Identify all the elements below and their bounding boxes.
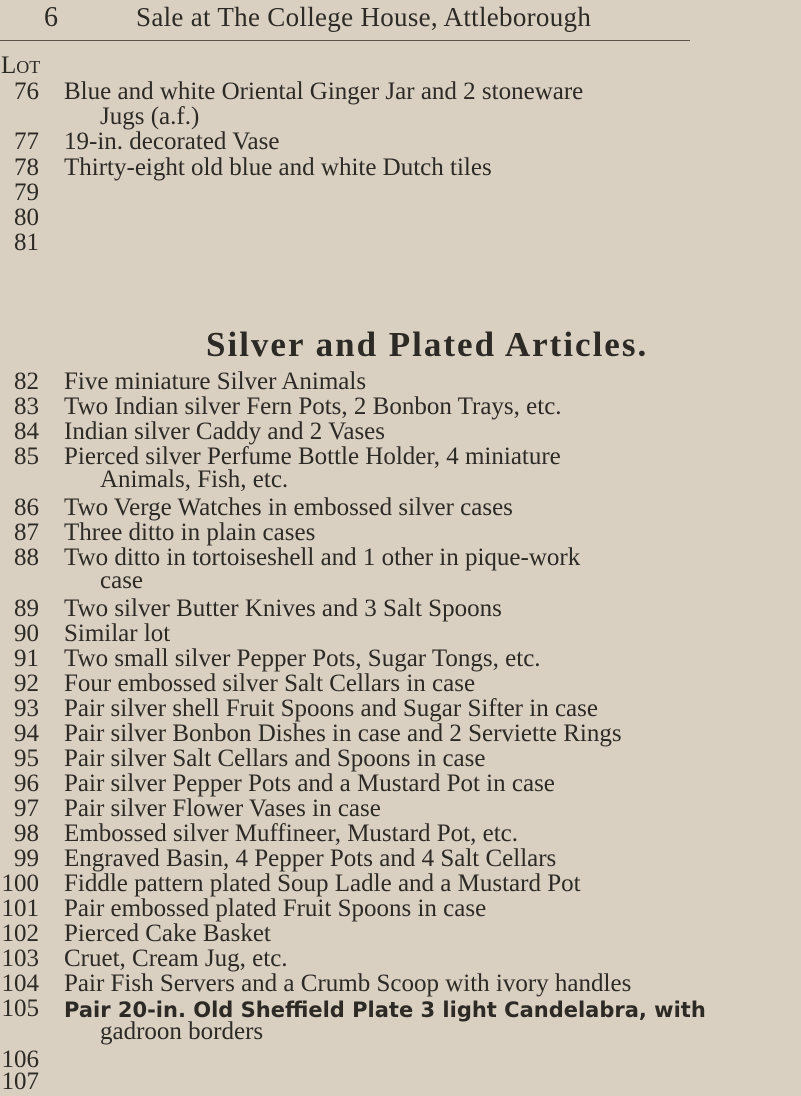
lot-description-continuation: Animals, Fish, etc.: [100, 466, 289, 493]
lot-number: 104: [1, 970, 39, 997]
lot-description-continuation: gadroon borders: [100, 1018, 264, 1045]
lot-number: 92: [14, 670, 39, 697]
lot-number: 97: [14, 795, 39, 822]
lot-number: 93: [14, 695, 39, 722]
lot-description: Pair silver Pepper Pots and a Mustard Pot in case: [64, 770, 555, 797]
lot-description: Blue and white Oriental Ginger Jar and 2 stoneware: [64, 78, 584, 105]
lot-number: 98: [14, 820, 39, 847]
lot-number: 77: [14, 128, 39, 155]
header-rule: [0, 40, 690, 41]
lot-number: 99: [14, 845, 39, 872]
lot-number: 79: [14, 179, 39, 206]
lot-number: 86: [14, 494, 39, 521]
lot-number: 89: [14, 595, 39, 622]
lot-number: 81: [14, 229, 39, 256]
lot-number: 87: [14, 519, 39, 546]
lot-description-continuation: case: [100, 567, 144, 594]
lot-description: Two Indian silver Fern Pots, 2 Bonbon Trays, etc.: [64, 393, 562, 420]
lot-description: Pair Fish Servers and a Crumb Scoop with ivory handles: [64, 970, 632, 997]
lot-number: 84: [14, 418, 39, 445]
lot-number: 88: [14, 544, 39, 571]
lot-column-heading: Lot: [1, 52, 41, 79]
lot-description: Two ditto in tortoiseshell and 1 other in pique-work: [64, 544, 581, 571]
lot-number: 101: [1, 895, 39, 922]
lot-number: 100: [1, 870, 39, 897]
lot-number: 76: [14, 78, 39, 105]
running-head: Sale at The College House, Attleborough: [136, 2, 592, 32]
section-title: Silver and Plated Articles.: [206, 325, 649, 364]
lot-description: Fiddle pattern plated Soup Ladle and a Mustard Pot: [64, 870, 581, 897]
lot-description: Two Verge Watches in embossed silver cases: [64, 494, 513, 521]
lot-number: 107: [1, 1068, 39, 1095]
lot-description: Indian silver Caddy and 2 Vases: [64, 418, 386, 445]
lot-number: 83: [14, 393, 39, 420]
lot-number: 78: [14, 154, 39, 181]
lot-description: Five miniature Silver Animals: [64, 368, 367, 395]
lot-description: Pair silver shell Fruit Spoons and Sugar Sifter in case: [64, 695, 598, 722]
lot-description: Two small silver Pepper Pots, Sugar Tongs, etc.: [64, 645, 541, 672]
lot-number: 94: [14, 720, 39, 747]
lot-description: Pierced silver Perfume Bottle Holder, 4 miniature: [64, 443, 561, 470]
lot-number: 105: [1, 995, 39, 1022]
lot-description: Pair silver Flower Vases in case: [64, 795, 381, 822]
lot-description: 19-in. decorated Vase: [64, 128, 280, 155]
lot-number: 90: [14, 620, 39, 647]
lot-description: Embossed silver Muffineer, Mustard Pot, etc.: [64, 820, 519, 847]
lot-number: 106: [1, 1046, 39, 1073]
lot-description: Pair silver Salt Cellars and Spoons in case: [64, 745, 486, 772]
lot-description: Pair embossed plated Fruit Spoons in case: [64, 895, 487, 922]
lot-number: 91: [14, 645, 39, 672]
lot-description: Two silver Butter Knives and 3 Salt Spoons: [64, 595, 502, 622]
lot-description: Cruet, Cream Jug, etc.: [64, 945, 288, 972]
lot-description: Engraved Basin, 4 Pepper Pots and 4 Salt Cellars: [64, 845, 557, 872]
lot-number: 96: [14, 770, 39, 797]
lot-description: Four embossed silver Salt Cellars in case: [64, 670, 476, 697]
lot-number: 80: [14, 204, 39, 231]
lot-description: Pierced Cake Basket: [64, 920, 271, 947]
lot-description: Thirty-eight old blue and white Dutch tiles: [64, 154, 492, 181]
lot-number: 102: [1, 920, 39, 947]
lot-description-continuation: Jugs (a.f.): [100, 103, 200, 130]
lot-description: Pair 20-in. Old Sheffield Plate 3 light Candelabra, with: [64, 998, 706, 1022]
page-number: 6: [44, 2, 58, 33]
lot-number: 82: [14, 368, 39, 395]
lot-description: Pair silver Bonbon Dishes in case and 2 Serviette Rings: [64, 720, 622, 747]
lot-number: 95: [14, 745, 39, 772]
lot-description: Similar lot: [64, 620, 171, 647]
lot-description: Three ditto in plain cases: [64, 519, 316, 546]
lot-number: 85: [14, 443, 39, 470]
lot-number: 103: [1, 945, 39, 972]
